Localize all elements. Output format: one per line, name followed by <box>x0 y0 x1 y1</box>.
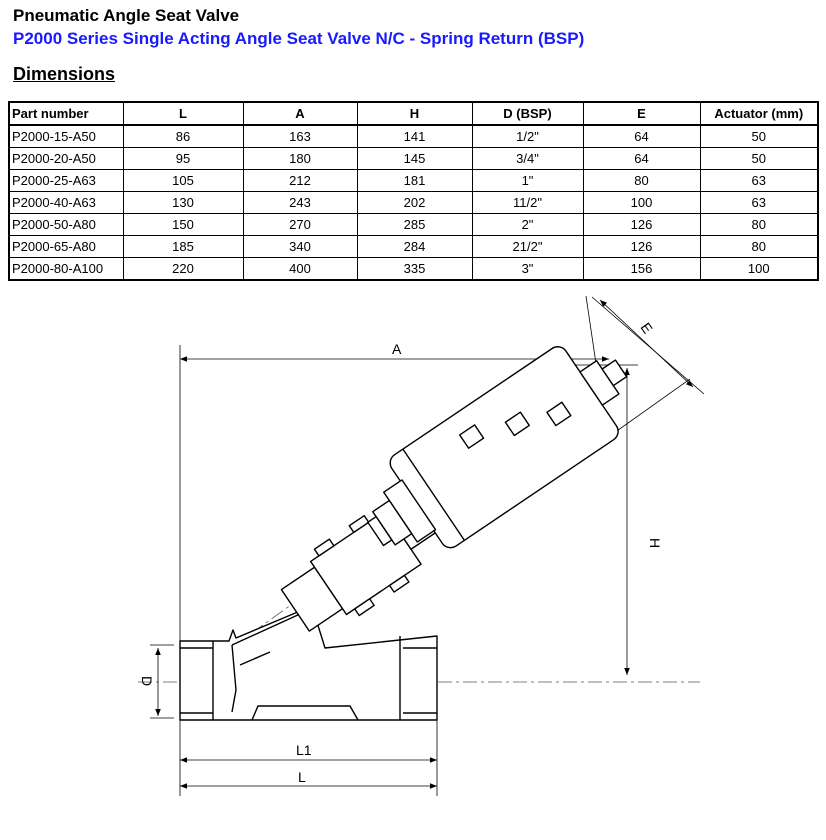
cell-part-number: P2000-15-A50 <box>9 125 123 148</box>
cell-l: 95 <box>123 148 243 170</box>
cell-actuator: 63 <box>700 170 818 192</box>
cell-l: 150 <box>123 214 243 236</box>
cell-e: 80 <box>583 170 700 192</box>
cell-l: 185 <box>123 236 243 258</box>
dim-label-h: H <box>647 538 663 549</box>
cell-l: 105 <box>123 170 243 192</box>
cell-a: 400 <box>243 258 357 281</box>
cell-h: 145 <box>357 148 472 170</box>
cell-actuator: 63 <box>700 192 818 214</box>
cell-l: 220 <box>123 258 243 281</box>
cell-e: 156 <box>583 258 700 281</box>
cell-a: 270 <box>243 214 357 236</box>
column-header-actuator: Actuator (mm) <box>700 102 818 125</box>
cell-h: 285 <box>357 214 472 236</box>
column-header-a: A <box>243 102 357 125</box>
cell-d-bsp: 2" <box>472 214 583 236</box>
cell-l: 86 <box>123 125 243 148</box>
cell-actuator: 80 <box>700 214 818 236</box>
cell-part-number: P2000-50-A80 <box>9 214 123 236</box>
cell-d-bsp: 21/2" <box>472 236 583 258</box>
cell-h: 284 <box>357 236 472 258</box>
cell-d-bsp: 3/4" <box>472 148 583 170</box>
column-header-l: L <box>123 102 243 125</box>
cell-h: 202 <box>357 192 472 214</box>
section-heading-dimensions: Dimensions <box>13 64 116 84</box>
cell-l: 130 <box>123 192 243 214</box>
cell-part-number: P2000-25-A63 <box>9 170 123 192</box>
cell-a: 212 <box>243 170 357 192</box>
cell-part-number: P2000-40-A63 <box>9 192 123 214</box>
cell-a: 180 <box>243 148 357 170</box>
cell-a: 243 <box>243 192 357 214</box>
cell-actuator: 50 <box>700 125 818 148</box>
cell-h: 335 <box>357 258 472 281</box>
cell-actuator: 100 <box>700 258 818 281</box>
cell-d-bsp: 1/2" <box>472 125 583 148</box>
cell-e: 126 <box>583 236 700 258</box>
cell-e: 64 <box>583 125 700 148</box>
cell-h: 141 <box>357 125 472 148</box>
cell-d-bsp: 3" <box>472 258 583 281</box>
cell-part-number: P2000-80-A100 <box>9 258 123 281</box>
page-title: Pneumatic Angle Seat Valve <box>13 6 240 25</box>
column-header-d-bsp: D (BSP) <box>472 102 583 125</box>
page-subtitle: P2000 Series Single Acting Angle Seat Valve N/C - Spring Return (BSP) <box>13 29 585 48</box>
cell-part-number: P2000-20-A50 <box>9 148 123 170</box>
cell-e: 64 <box>583 148 700 170</box>
dim-label-a: A <box>392 341 402 357</box>
cell-d-bsp: 1" <box>472 170 583 192</box>
cell-actuator: 50 <box>700 148 818 170</box>
cell-e: 126 <box>583 214 700 236</box>
dim-label-l: L <box>298 769 306 785</box>
cell-d-bsp: 11/2" <box>472 192 583 214</box>
dim-label-l1: L1 <box>296 742 312 758</box>
valve-actuator <box>345 323 652 580</box>
cell-e: 100 <box>583 192 700 214</box>
column-header-part-number: Part number <box>9 102 123 125</box>
cell-part-number: P2000-65-A80 <box>9 236 123 258</box>
cell-a: 340 <box>243 236 357 258</box>
cell-h: 181 <box>357 170 472 192</box>
dim-label-e: E <box>637 319 657 337</box>
cell-actuator: 80 <box>700 236 818 258</box>
cell-a: 163 <box>243 125 357 148</box>
dim-label-d: D <box>139 676 155 687</box>
column-header-e: E <box>583 102 700 125</box>
column-header-h: H <box>357 102 472 125</box>
